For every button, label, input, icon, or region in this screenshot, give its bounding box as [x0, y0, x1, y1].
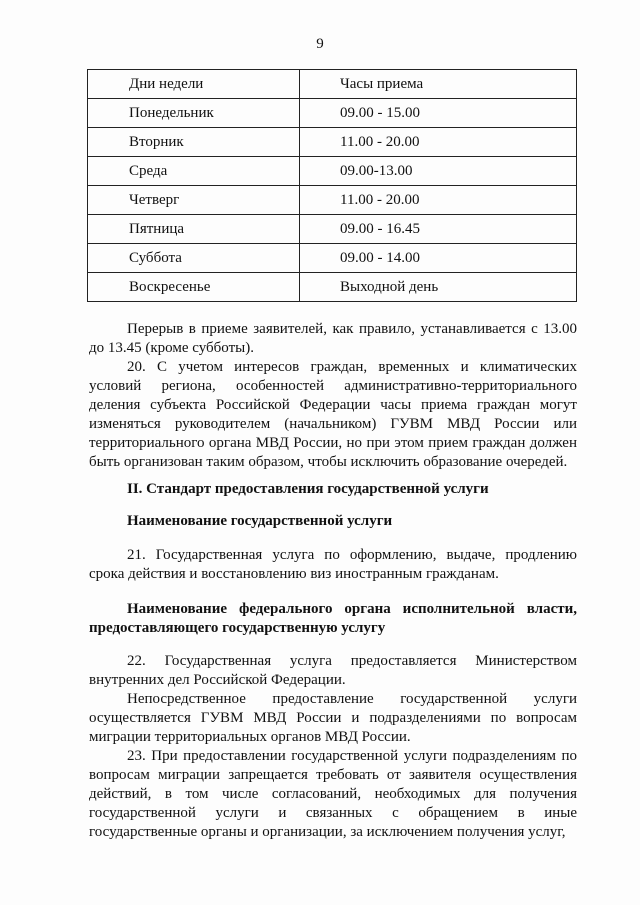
hours-cell: 09.00-13.00 — [300, 157, 577, 186]
table-row — [88, 244, 577, 273]
hours-cell: 09.00 - 16.45 — [300, 215, 577, 244]
hours-cell: 11.00 - 20.00 — [300, 128, 577, 157]
hours-cell: Выходной день — [300, 273, 577, 302]
column-header-days: Дни недели — [88, 70, 300, 99]
day-cell: Воскресенье — [88, 273, 300, 302]
table-row — [88, 128, 577, 157]
paragraph-break-time: Перерыв в приеме заявителей, как правило, устанавливается с 13.00 до 13.45 (кроме субботы). — [89, 321, 577, 356]
paragraph-20: 20. С учетом интересов граждан, временных и климатических условий региона, особенностей административно-территориального деления субъекта Российской Федерации часы приема граждан могут изменяться руководителем (начальником) ГУВМ МВД России или территориального органа МВД России, но при этом прием граждан должен быть организован таким образом, чтобы исключить образование очередей. — [89, 359, 577, 470]
subheading-federal-body: Наименование федерального органа исполнительной власти, предоставляющего государственную услугу — [89, 601, 577, 636]
paragraph-22: 22. Государственная услуга предоставляется Министерством внутренних дел Российской Федерации. Непосредственное предоставление государственной услуги осуществляется ГУВМ МВД России и подразделениями по вопросам миграции территориальных органов МВД России. 23. При предоставлении государственной услуги подразделениям по вопросам миграции запрещается требовать от заявителя осуществления действий, в том числе согласований, необходимых для получения государственной услуги и связанных с обращением в иные государственные органы и организации, за исключением получения услуг, — [89, 653, 577, 840]
reception-hours-table — [87, 69, 577, 302]
table-row — [88, 157, 577, 186]
column-header-hours: Часы приема — [300, 70, 577, 99]
hours-cell: 11.00 - 20.00 — [300, 186, 577, 215]
day-cell: Среда — [88, 157, 300, 186]
day-cell: Понедельник — [88, 99, 300, 128]
day-cell: Суббота — [88, 244, 300, 273]
table-row — [88, 273, 577, 302]
page-number: 9 — [316, 36, 324, 52]
table-row — [88, 186, 577, 215]
day-cell: Вторник — [88, 128, 300, 157]
table-row — [88, 99, 577, 128]
day-cell: Пятница — [88, 215, 300, 244]
paragraph-21: 21. Государственная услуга по оформлению, выдаче, продлению срока действия и восстановлению виз иностранным гражданам. — [89, 547, 577, 582]
section-title: II. Стандарт предоставления государственной услуги — [127, 481, 489, 497]
table-header-row — [88, 70, 577, 99]
day-cell: Четверг — [88, 186, 300, 215]
hours-cell: 09.00 - 15.00 — [300, 99, 577, 128]
table-row — [88, 215, 577, 244]
hours-cell: 09.00 - 14.00 — [300, 244, 577, 273]
subheading-service-name: Наименование государственной услуги — [127, 513, 393, 529]
